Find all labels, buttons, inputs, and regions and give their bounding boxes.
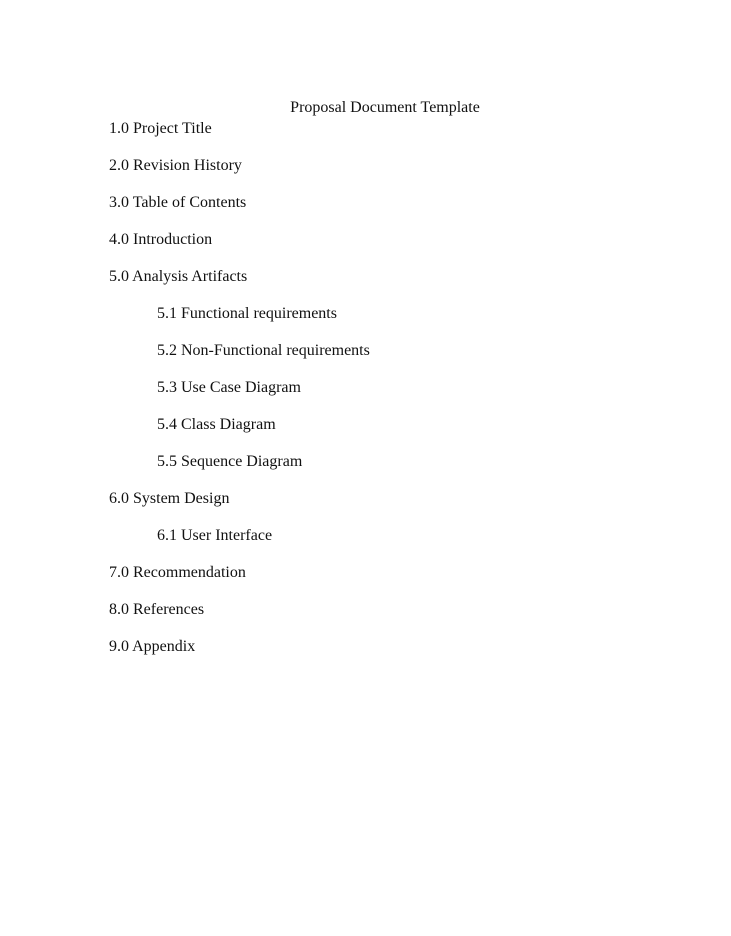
section-analysis-artifacts: 5.0 Analysis Artifacts [109,268,248,285]
subsection-non-functional-requirements: 5.2 Non-Functional requirements [157,342,370,359]
section-list [109,119,370,674]
subsection-use-case-diagram: 5.3 Use Case Diagram [157,379,301,396]
section-recommendation: 7.0 Recommendation [109,564,246,581]
section-system-design: 6.0 System Design [109,490,230,507]
document-title: Proposal Document Template [290,99,480,116]
section-revision-history: 2.0 Revision History [109,157,242,174]
section-table-of-contents: 3.0 Table of Contents [109,194,247,211]
section-appendix: 9.0 Appendix [109,638,196,655]
subsection-sequence-diagram: 5.5 Sequence Diagram [157,453,303,470]
section-project-title: 1.0 Project Title [109,120,212,137]
subsection-functional-requirements: 5.1 Functional requirements [157,305,337,322]
subsection-user-interface: 6.1 User Interface [157,527,273,544]
section-references: 8.0 References [109,601,205,618]
subsection-class-diagram: 5.4 Class Diagram [157,416,276,433]
section-introduction: 4.0 Introduction [109,231,213,248]
